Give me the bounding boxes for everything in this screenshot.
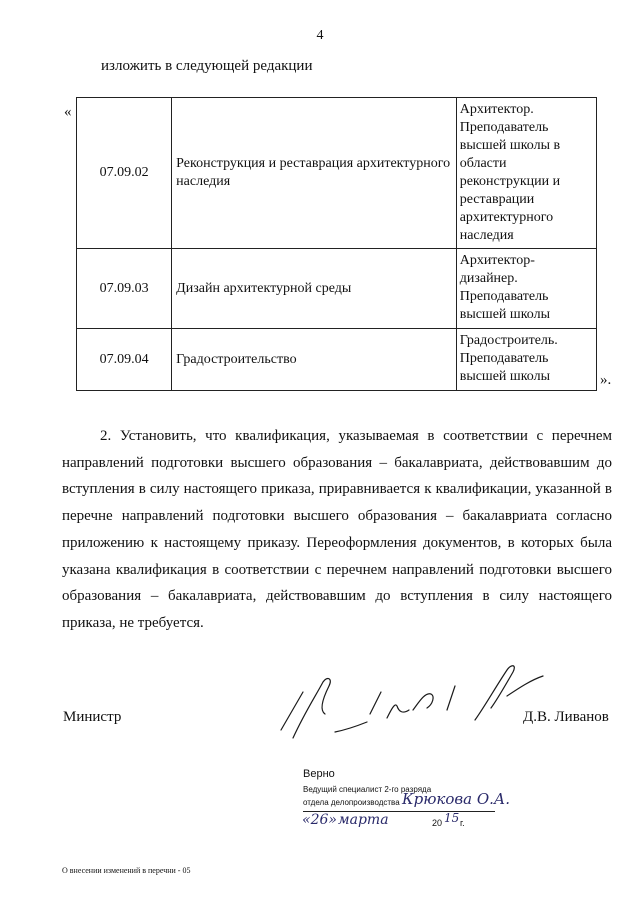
close-quote: ». <box>600 372 612 388</box>
direction-name: Реконструкция и реставрация архитектурного наследия <box>172 98 457 249</box>
direction-name: Градостроительство <box>172 329 457 391</box>
certification-handwritten-name: Крюкова О.А. <box>402 790 511 808</box>
direction-code: 07.09.02 <box>77 98 172 249</box>
certification-year-g: г. <box>460 818 465 828</box>
direction-code: 07.09.04 <box>77 329 172 391</box>
certification-verno: Верно <box>303 768 335 780</box>
open-quote: « <box>64 104 72 120</box>
certification-year-prefix: 20 <box>432 818 443 828</box>
page-number: 4 <box>316 28 324 43</box>
intro-text: изложить в следующей редакции <box>101 58 313 74</box>
direction-name: Дизайн архитектурной среды <box>172 249 457 329</box>
signatory-title: Министр <box>63 709 122 725</box>
certification-day: «26» <box>302 812 337 828</box>
footer-note: О внесении изменений в перечни - 05 <box>62 866 191 875</box>
table-row <box>77 329 597 391</box>
signatory-name: Д.В. Ливанов <box>523 709 609 725</box>
qualifications-table <box>76 97 597 391</box>
table-row <box>77 98 597 249</box>
table-row <box>77 249 597 329</box>
qualification: Архитектор-дизайнер. Преподаватель высшей школы <box>456 249 596 329</box>
direction-code: 07.09.03 <box>77 249 172 329</box>
certification-position: Ведущий специалист 2-го разряда <box>303 785 432 794</box>
qualification: Градостроитель. Преподаватель высшей школы <box>456 329 596 391</box>
certification-department: отдела делопроизводства <box>303 798 400 807</box>
certification-month: марта <box>338 812 389 828</box>
signature-scribble <box>275 652 555 747</box>
paragraph-2: 2. Установить, что квалификация, указываемая в соответствии с перечнем направлений подготовки высшего образования – бакалавриата, действовавшим до вступления в силу настоящего приказа, приравнивается к квалификации, указанной в перечне направлений подготовки высшего образования – бакалавриата согласно приложению к настоящему приказу. Переоформления документов, в которых была указана квалификация в соответствии с перечнем направлений подготовки высшего образования – бакалавриата, действовавшим до вступления в силу настоящего приказа, не требуется. <box>62 428 612 631</box>
qualification: Архитектор. Преподаватель высшей школы в области реконструкции и реставрации архитектурного наследия <box>456 98 596 249</box>
certification-year-suffix: 15 <box>444 811 460 825</box>
